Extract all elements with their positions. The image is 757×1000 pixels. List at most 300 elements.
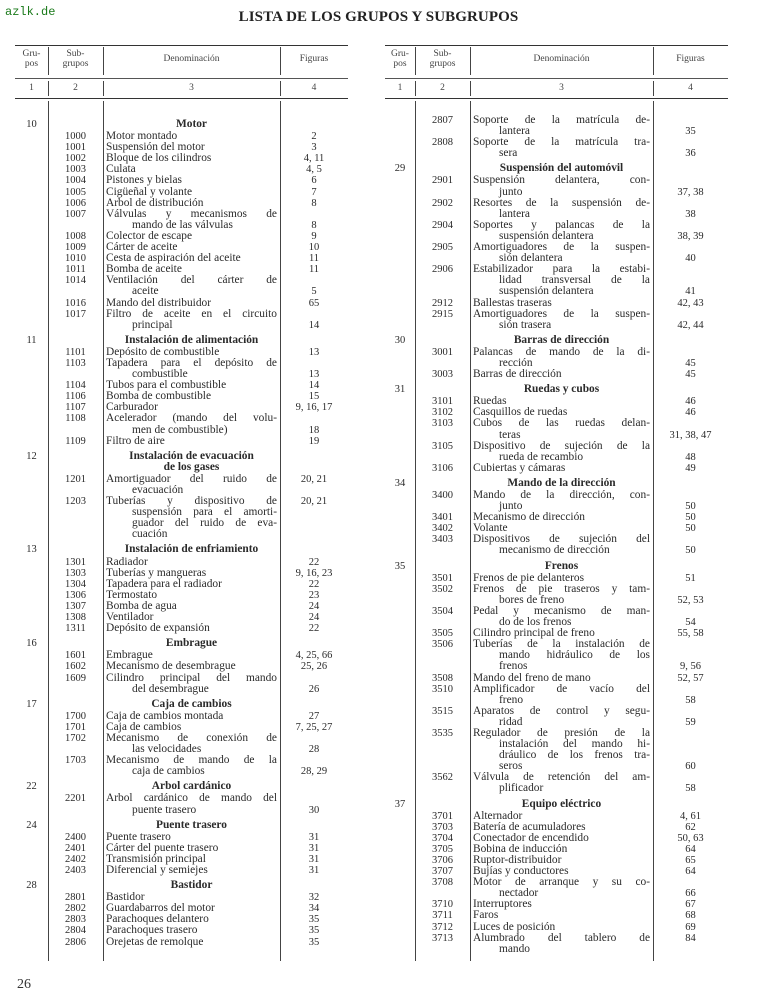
subgroup-number: 1308: [65, 612, 86, 624]
denomination-line: Cárter de aceite: [106, 241, 178, 254]
subgroup-row: [385, 706, 728, 728]
table-rule: [385, 78, 728, 79]
figures: [280, 854, 348, 865]
group-number: [15, 661, 48, 672]
denomination-line: Frenos de pie traseros y tam-: [473, 582, 650, 595]
subgroup-number: 1609: [65, 672, 86, 684]
group-number: 16: [26, 638, 37, 650]
denomination-line: nectador: [499, 887, 539, 900]
figures: [653, 220, 728, 242]
subgroup-number: 2912: [432, 297, 453, 309]
group-heading-row: [15, 820, 348, 831]
subgroup-number: 3510: [432, 683, 453, 695]
subgroup-row: [385, 418, 728, 440]
subgroup-row: [385, 584, 728, 606]
figure-refs: 58: [685, 783, 696, 795]
group-number: [15, 650, 48, 661]
figures: [653, 407, 728, 418]
figures: [653, 137, 728, 159]
figures: [653, 561, 728, 572]
figure-refs: 24: [308, 600, 320, 612]
group-number: 35: [394, 560, 406, 572]
group-number: [385, 309, 415, 331]
denomination-line: Tuberías y dispositivo de: [106, 495, 277, 508]
group-number: [15, 832, 48, 843]
denomination: [103, 820, 280, 831]
subgroup-number: 1006: [65, 197, 86, 209]
figures: [280, 164, 348, 175]
figure-refs: 50: [685, 545, 696, 557]
denomination-line: Bomba de aceite: [106, 263, 182, 276]
denomination-line: lantera: [499, 207, 530, 220]
figures: [280, 699, 348, 710]
group-number: [385, 833, 415, 844]
figures: [280, 298, 348, 309]
subgroup-number: 1010: [65, 253, 86, 265]
denomination-line: guador del ruido de eva-: [132, 517, 277, 530]
subgroup-number: 1106: [65, 391, 86, 403]
subgroup-number: 3001: [432, 346, 453, 358]
subgroup-number: 1101: [65, 346, 86, 358]
subgroup-number: 2808: [432, 137, 453, 149]
header-grupos-line: pos: [393, 59, 407, 69]
figure-refs: 14: [308, 380, 320, 392]
denomination-line: Orejetas de remolque: [106, 935, 204, 948]
subgroup-row: [15, 187, 348, 198]
denomination-line: teras: [499, 428, 521, 441]
denomination-line: Batería de acumuladores: [473, 820, 586, 833]
group-number: [385, 772, 415, 794]
header-denominacion: Denominación: [533, 54, 590, 64]
group-number: [15, 358, 48, 380]
denomination: [103, 175, 280, 186]
figure-refs: 6: [311, 175, 317, 187]
subgroup-number: 2400: [65, 831, 86, 843]
group-number: [15, 937, 48, 948]
group-number: [385, 822, 415, 833]
denomination: [470, 384, 653, 395]
group-number: 37: [394, 798, 406, 810]
figure-refs: 20, 21: [300, 473, 328, 485]
group-title-line: Motor: [176, 118, 207, 130]
figure-refs: 8: [311, 219, 317, 231]
subgroup-number: 3506: [432, 639, 453, 651]
subgroup-number: 2904: [432, 219, 453, 231]
figures: [280, 253, 348, 264]
figure-refs: 4, 11: [303, 153, 325, 165]
group-number: [15, 298, 48, 309]
group-number: [15, 722, 48, 733]
denomination: [103, 661, 280, 672]
group-title-line: Equipo eléctrico: [521, 797, 602, 810]
group-number: [15, 892, 48, 903]
table-rule: [385, 98, 728, 99]
table-header: [15, 49, 348, 69]
denomination: [103, 937, 280, 948]
denomination-line: Colector de escape: [106, 229, 193, 242]
figures: [653, 463, 728, 474]
subgroup-number: 3003: [432, 369, 453, 381]
figure-refs: 28: [308, 744, 320, 756]
figures: [280, 436, 348, 447]
column-number: 4: [311, 83, 317, 93]
subgroup-row: [15, 557, 348, 568]
subgroup-number: 3708: [432, 877, 453, 889]
figure-refs: 35: [308, 936, 320, 948]
figure-refs: 23: [308, 589, 320, 601]
figures: [653, 264, 728, 297]
figures: [280, 451, 348, 473]
subgroup-number: 3105: [432, 440, 453, 452]
group-number: [15, 242, 48, 253]
subgroup-number: 1007: [65, 208, 86, 220]
column-number: 4: [688, 83, 693, 93]
denomination-line: Bloque de los cilindros: [106, 152, 212, 165]
subgroup-row: [385, 309, 728, 331]
group-number: [15, 380, 48, 391]
figure-refs: 68: [685, 910, 696, 922]
denomination-line: Amortiguadores de la suspen-: [473, 307, 650, 320]
figure-refs: 45: [685, 357, 696, 369]
denomination: [470, 369, 653, 380]
figure-refs: 11: [308, 264, 320, 276]
denomination-line: Diferencial y semiejes: [106, 864, 208, 876]
denomination-line: aceite: [132, 285, 159, 298]
group-number: [15, 402, 48, 413]
group-number: [385, 684, 415, 706]
denomination-line: Depósito de expansión: [106, 622, 210, 635]
figure-refs: 64: [685, 843, 696, 855]
subgroup-row: [385, 347, 728, 369]
denomination: [103, 544, 280, 555]
figures: [653, 811, 728, 822]
figure-refs: 42, 43: [677, 297, 704, 309]
group-number: 17: [26, 698, 37, 710]
subgroup-row: [385, 198, 728, 220]
denomination-line: Tubos para el combustible: [106, 379, 227, 392]
subgroup-number: [48, 335, 103, 346]
group-title-line: Caja de cambios: [151, 697, 232, 710]
group-number: [15, 187, 48, 198]
group-number: [15, 865, 48, 876]
denomination-line: Termostato: [106, 588, 158, 601]
denomination-line: Bastidor: [106, 891, 145, 904]
table-rule: [15, 45, 348, 46]
denomination-line: mando de las válvulas: [132, 218, 233, 231]
group-title-line: Instalación de evacuación: [129, 449, 254, 462]
denomination: [103, 673, 280, 695]
group-title-line: Barras de dirección: [513, 333, 610, 346]
subgroup-row: [385, 639, 728, 672]
denomination-line: Soporte de la matrícula tra-: [473, 136, 650, 149]
group-number: [15, 733, 48, 755]
figures: [653, 799, 728, 810]
figures: [653, 877, 728, 899]
denomination-line: Pistones y bielas: [106, 174, 182, 187]
group-number: [15, 711, 48, 722]
subgroup-number: 3505: [432, 628, 453, 640]
denomination: [470, 220, 653, 242]
group-number: [385, 347, 415, 369]
figures: [280, 903, 348, 914]
table-body: [15, 115, 348, 948]
subgroup-number: 1108: [65, 413, 86, 425]
group-number: [15, 557, 48, 568]
figures: [280, 402, 348, 413]
figures: [653, 844, 728, 855]
figure-refs: 30: [308, 804, 320, 816]
subgroup-row: [385, 220, 728, 242]
denomination: [470, 335, 653, 346]
group-number: [15, 590, 48, 601]
group-number: [15, 568, 48, 579]
subgroup-number: 3704: [432, 832, 453, 844]
subgroup-number: 2901: [432, 175, 453, 187]
figure-refs: 45: [685, 369, 696, 381]
table-rule: [15, 78, 348, 79]
denomination: [470, 418, 653, 440]
subgroup-row: [15, 925, 348, 936]
figure-refs: 38, 39: [677, 230, 704, 242]
subgroup-number: 3403: [432, 534, 453, 546]
figures: [653, 198, 728, 220]
group-number: [15, 275, 48, 297]
group-number: [15, 854, 48, 865]
group-number: [15, 231, 48, 242]
denomination-line: Palancas de mando de la di-: [473, 345, 650, 358]
figure-refs: 60: [685, 761, 696, 773]
group-number: [385, 137, 415, 159]
denomination-line: Resortes de la suspensión de-: [473, 196, 650, 209]
denomination-line: Aparatos de control y segu-: [473, 704, 650, 717]
subgroup-number: [48, 781, 103, 792]
subgroup-number: 1000: [65, 131, 86, 143]
figure-refs: 31: [308, 865, 320, 876]
subgroup-row: [15, 601, 348, 612]
denomination: [103, 436, 280, 447]
figure-refs: 7, 25, 27: [295, 721, 333, 733]
figures: [653, 899, 728, 910]
subgroup-number: 3400: [432, 490, 453, 501]
header-grupos: [385, 49, 415, 69]
denomination-line: freno: [499, 693, 524, 706]
subgroup-number: 2802: [65, 903, 86, 915]
subgroup-number: 3102: [432, 407, 453, 419]
subgroup-number: 2201: [65, 793, 86, 805]
subgroup-row: [15, 733, 348, 755]
subgroup-row: [385, 933, 728, 955]
denomination-line: suspensión delantera: [499, 285, 594, 298]
page-title: LISTA DE LOS GRUPOS Y SUBGRUPOS: [238, 9, 519, 25]
denomination: [470, 198, 653, 220]
group-title-line: de los gases: [163, 460, 220, 473]
figures: [280, 568, 348, 579]
subgroup-number: 1107: [65, 402, 86, 414]
group-number: [385, 933, 415, 955]
group-number: 12: [26, 450, 37, 462]
group-number: 11: [26, 334, 37, 346]
table-body: [385, 115, 728, 955]
figures: [653, 639, 728, 672]
group-number: [385, 242, 415, 264]
subgroup-number: 3502: [432, 583, 453, 595]
group-number: [385, 463, 415, 474]
subgroup-row: [15, 209, 348, 231]
figures: [653, 115, 728, 137]
figure-refs: 46: [685, 396, 696, 408]
figures: [280, 187, 348, 198]
figure-refs: 35: [685, 126, 696, 138]
denomination: [103, 733, 280, 755]
subgroup-row: [385, 910, 728, 921]
group-number: [385, 369, 415, 380]
subgroup-number: 2804: [65, 925, 86, 937]
figures: [653, 728, 728, 772]
denomination-line: Parachoques delantero: [106, 913, 209, 926]
group-heading-row: [385, 478, 728, 489]
header-subgrupos: [415, 49, 470, 69]
denomination-line: Tapadera para el depósito de: [106, 356, 277, 369]
subgroup-row: [15, 309, 348, 331]
subgroup-number: 2803: [65, 914, 86, 926]
figures: [653, 335, 728, 346]
denomination: [103, 865, 280, 876]
figures: [280, 722, 348, 733]
figures: [280, 781, 348, 792]
subgroup-number: 1004: [65, 175, 86, 187]
denomination-line: suspensión delantera: [499, 229, 594, 242]
denomination-line: combustible: [132, 368, 188, 381]
header-figuras: Figuras: [299, 54, 329, 64]
denomination-line: Arbol cardánico de mando del: [106, 792, 277, 805]
subgroup-row: [15, 711, 348, 722]
subgroup-number: 1700: [65, 710, 86, 722]
subgroup-number: 1702: [65, 732, 86, 744]
figures: [280, 755, 348, 777]
figures: [280, 131, 348, 142]
denomination: [470, 309, 653, 331]
denomination-line: Cilindro principal del mando: [106, 671, 277, 684]
figures: [280, 623, 348, 634]
denomination-line: las velocidades: [132, 743, 202, 756]
figures: [280, 914, 348, 925]
denomination: [470, 534, 653, 556]
figure-refs: 40: [685, 253, 696, 265]
figure-refs: 10: [308, 242, 320, 254]
denomination: [470, 684, 653, 706]
subgroup-number: 1307: [65, 600, 86, 612]
figure-refs: 64: [685, 866, 696, 878]
denomination-line: Guardabarros del motor: [106, 902, 215, 915]
denomination-line: Mecanismo de conexión de: [106, 731, 277, 744]
group-number: [385, 922, 415, 933]
denomination: [470, 639, 653, 672]
denomination-line: Faros: [473, 909, 499, 922]
figures: [280, 612, 348, 623]
subgroup-number: 3701: [432, 810, 453, 822]
group-number: [385, 441, 415, 463]
group-title-line: Arbol cardánico: [151, 780, 232, 793]
figure-refs: 54: [685, 617, 696, 629]
column-number: 1: [29, 83, 34, 93]
denomination-line: frenos: [499, 660, 528, 673]
figure-refs: 13: [308, 346, 320, 358]
figure-refs: 37, 38: [677, 186, 704, 198]
subgroup-number: 2807: [432, 115, 453, 126]
watermark: azlk.de: [5, 5, 56, 19]
denomination-line: mecanismo de dirección: [499, 544, 610, 557]
figures: [280, 175, 348, 186]
subgroup-number: 2915: [432, 308, 453, 320]
figure-refs: 18: [308, 424, 320, 436]
subgroup-row: [15, 673, 348, 695]
subgroup-number: 3703: [432, 821, 453, 833]
subgroup-number: [48, 119, 103, 130]
figures: [280, 347, 348, 358]
figures: [653, 490, 728, 512]
group-title-line: Bastidor: [170, 879, 213, 892]
denomination-line: Casquillos de ruedas: [473, 406, 568, 419]
figure-refs: 31: [308, 853, 320, 865]
subgroup-row: [15, 623, 348, 634]
header-figuras: Figuras: [676, 54, 705, 64]
figures: [280, 865, 348, 876]
group-number: 34: [394, 477, 406, 489]
group-number: [15, 264, 48, 275]
figure-refs: 58: [685, 694, 696, 706]
group-number: [15, 793, 48, 815]
figure-refs: 9, 56: [680, 661, 701, 673]
denomination: [470, 706, 653, 728]
figure-refs: 35: [308, 925, 320, 937]
group-number: [15, 612, 48, 623]
denomination-line: Carburador: [106, 401, 158, 414]
figure-refs: 22: [308, 623, 320, 635]
subgroup-row: [15, 937, 348, 948]
header-denominacion: Denominación: [163, 54, 220, 64]
denomination-line: suspensión para el amorti-: [132, 506, 277, 519]
subgroup-row: [385, 772, 728, 794]
denomination: [103, 781, 280, 792]
subgroup-number: 1601: [65, 650, 86, 662]
group-number: [385, 866, 415, 877]
subgroup-number: 3103: [432, 418, 453, 430]
denomination-line: Transmisión principal: [106, 852, 206, 865]
figure-refs: 24: [308, 612, 320, 624]
subgroup-row: [385, 490, 728, 512]
group-number: [15, 153, 48, 164]
subgroup-number: 3705: [432, 843, 453, 855]
subgroup-number: 1009: [65, 242, 86, 254]
subgroup-number: 3710: [432, 899, 453, 911]
subgroup-row: [385, 137, 728, 159]
group-number: [385, 490, 415, 512]
group-number: 10: [26, 119, 37, 130]
group-heading-row: [15, 544, 348, 555]
denomination-line: mando: [499, 942, 531, 955]
denomination: [103, 309, 280, 331]
subgroup-number: [415, 335, 470, 346]
figure-refs: 62: [685, 821, 696, 833]
denomination-line: junto: [499, 185, 523, 198]
group-number: [385, 910, 415, 921]
subgroup-number: 3515: [432, 705, 453, 717]
figure-refs: 46: [685, 407, 696, 419]
denomination-line: rección: [499, 356, 533, 369]
group-number: [15, 209, 48, 231]
denomination-line: Suspensión delantera, con-: [473, 174, 650, 187]
denomination: [470, 478, 653, 489]
